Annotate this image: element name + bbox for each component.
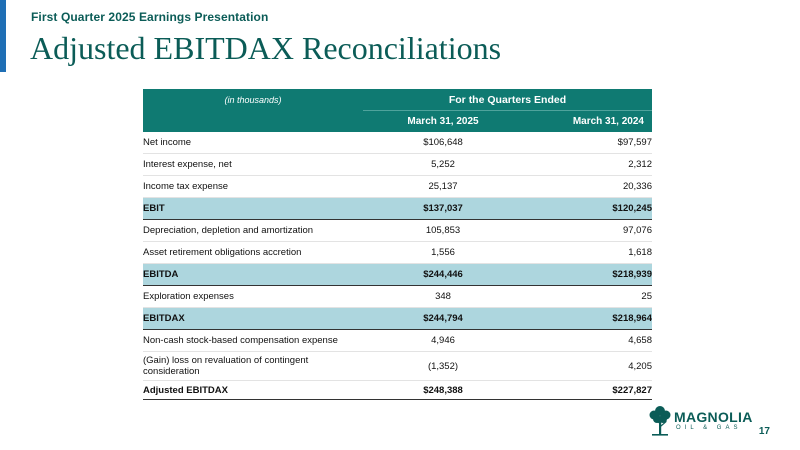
value-2025: 1,556	[363, 242, 523, 264]
row-label: EBITDA	[143, 264, 363, 286]
row-label: Non-cash stock-based compensation expense	[143, 330, 363, 352]
table-row	[143, 242, 652, 264]
row-label: Depreciation, depletion and amortization	[143, 220, 363, 242]
table-subheader-row	[143, 111, 652, 133]
table-row	[143, 154, 652, 176]
value-2024: 25	[523, 286, 652, 308]
value-2024: $218,939	[523, 264, 652, 286]
period-group-header: For the Quarters Ended	[363, 89, 652, 111]
column-header-2024: March 31, 2024	[523, 111, 652, 133]
table-row	[143, 352, 652, 381]
value-2025: 4,946	[363, 330, 523, 352]
value-2024: 4,658	[523, 330, 652, 352]
row-label: Adjusted EBITDAX	[143, 381, 363, 400]
value-2025: $248,388	[363, 381, 523, 400]
value-2024: $120,245	[523, 198, 652, 220]
logo-wordmark: MAGNOLIA	[674, 409, 753, 425]
row-label: Exploration expenses	[143, 286, 363, 308]
subtotal-row-ebit	[143, 198, 652, 220]
accent-bar	[0, 0, 6, 72]
value-2025: 25,137	[363, 176, 523, 198]
row-label: Net income	[143, 132, 363, 154]
value-2024: $218,964	[523, 308, 652, 330]
value-2025: 348	[363, 286, 523, 308]
value-2025: $137,037	[363, 198, 523, 220]
table-header-row	[143, 89, 652, 111]
table-row	[143, 330, 652, 352]
table-row	[143, 132, 652, 154]
table-row	[143, 286, 652, 308]
column-header-2025: March 31, 2025	[363, 111, 523, 133]
page-number: 17	[758, 426, 770, 437]
value-2025: $244,446	[363, 264, 523, 286]
value-2025: 5,252	[363, 154, 523, 176]
row-label: (Gain) loss on revaluation of contingent consideration	[143, 352, 363, 381]
row-label: Income tax expense	[143, 176, 363, 198]
subtotal-row-ebitdax	[143, 308, 652, 330]
value-2025: 105,853	[363, 220, 523, 242]
value-2024: 1,618	[523, 242, 652, 264]
magnolia-logo	[648, 404, 753, 438]
value-2025: $106,648	[363, 132, 523, 154]
value-2024: $97,597	[523, 132, 652, 154]
logo-subtext: OIL & GAS	[676, 425, 742, 431]
row-label: Asset retirement obligations accretion	[143, 242, 363, 264]
value-2025: $244,794	[363, 308, 523, 330]
value-2024: 4,205	[523, 352, 652, 381]
row-label: Interest expense, net	[143, 154, 363, 176]
presentation-kicker: First Quarter 2025 Earnings Presentation	[31, 10, 269, 24]
page-title: Adjusted EBITDAX Reconciliations	[30, 30, 502, 66]
row-label: EBIT	[143, 198, 363, 220]
value-2024: 2,312	[523, 154, 652, 176]
value-2024: 97,076	[523, 220, 652, 242]
subtotal-row-ebitda	[143, 264, 652, 286]
tree-icon	[648, 404, 672, 438]
units-label: (in thousands)	[143, 89, 363, 111]
value-2024: $227,827	[523, 381, 652, 400]
row-label: EBITDAX	[143, 308, 363, 330]
ebitdax-reconciliation-table	[143, 89, 652, 400]
value-2024: 20,336	[523, 176, 652, 198]
table-row	[143, 176, 652, 198]
total-row-adjusted-ebitdax	[143, 381, 652, 400]
value-2025: (1,352)	[363, 352, 523, 381]
table-row	[143, 220, 652, 242]
